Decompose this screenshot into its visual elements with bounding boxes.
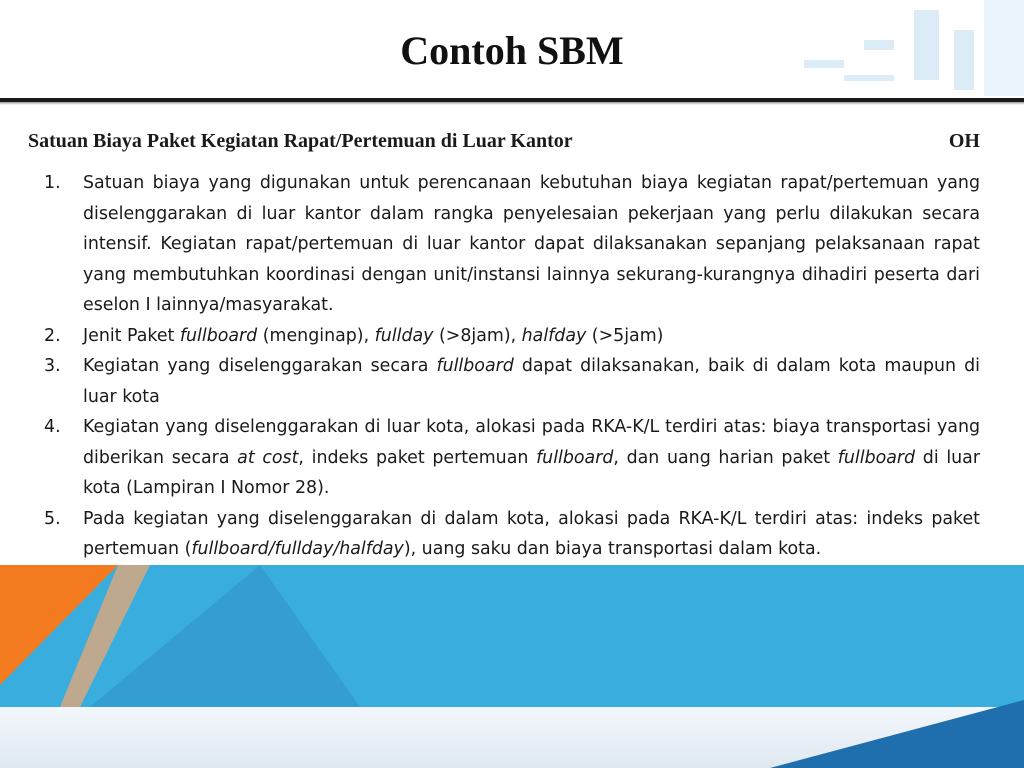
background-bottom-strip [0, 707, 1024, 768]
subheading-left: Satuan Biaya Paket Kegiatan Rapat/Pertemuan di Luar Kantor [28, 130, 573, 152]
list-italic-term: fullboard [436, 356, 514, 376]
list-text: , dan uang harian paket [613, 447, 838, 468]
subheading-right: OH [948, 130, 980, 152]
list-text: (menginap), [257, 325, 375, 346]
list-text: dapat dilaksanakan, baik di dalam kota maupun di luar kota [83, 356, 980, 407]
list-italic-term: fullboard [837, 447, 916, 468]
list-item [38, 351, 980, 412]
list-item [38, 321, 980, 352]
list-text: Kegiatan yang diselenggarakan di luar kota, alokasi pada RKA-K/L terdiri atas: biaya transportasi yang diberikan secara [83, 417, 980, 468]
list-item [38, 168, 980, 321]
list-text: (>5jam) [586, 325, 664, 346]
list-text: (>8jam), [433, 325, 522, 346]
list-number: 4. [44, 417, 61, 437]
list-text: Pada kegiatan yang diselenggarakan di dalam kota, alokasi pada RKA-K/L terdiri atas: indeks paket pertemuan ( [83, 508, 980, 559]
list-number: 1. [44, 173, 61, 193]
list-number: 2. [44, 325, 61, 346]
list-item [38, 504, 980, 565]
list-text: Jenit Paket [83, 325, 180, 346]
list-text: , indeks paket pertemuan [298, 447, 537, 468]
title-divider-shadow [0, 102, 1024, 105]
list-italic-term: at cost [237, 447, 299, 468]
list-text: ), uang saku dan biaya transportasi dalam kota. [403, 539, 822, 559]
list-text: di luar kota (Lampiran I Nomor 28). [83, 447, 980, 498]
list-number: 3. [44, 356, 61, 376]
list-item [38, 412, 980, 504]
list-italic-term: fullboard [536, 447, 614, 468]
content-list [38, 168, 980, 565]
background-orange-triangle [0, 565, 1024, 707]
list-text: Kegiatan yang diselenggarakan secara [83, 356, 437, 376]
list-italic-term: fullboard/fullday/halfday [191, 539, 404, 559]
list-number: 5. [44, 508, 61, 529]
page-title: Contoh SBM [400, 28, 624, 73]
list-italic-term: fullboard [179, 325, 258, 346]
list-italic-term: fullday [374, 325, 434, 346]
list-text: Satuan biaya yang digunakan untuk perencanaan kebutuhan biaya kegiatan rapat/pertemuan yang diselenggarakan di luar kantor dalam rangka penyelesaian pekerjaan yang perlu dilakukan secara intensif. Kegiatan rapat/pertemuan di luar kantor dapat dilaksanakan sepanjang pelaksanaan rapat yang membutuhkan koordinasi dengan unit/instansi lainnya sekurang-kurangnya dihadiri peserta dari eselon I lainnya/masyarakat. [83, 173, 980, 315]
list-italic-term: halfday [521, 325, 587, 346]
subheading [28, 130, 980, 153]
